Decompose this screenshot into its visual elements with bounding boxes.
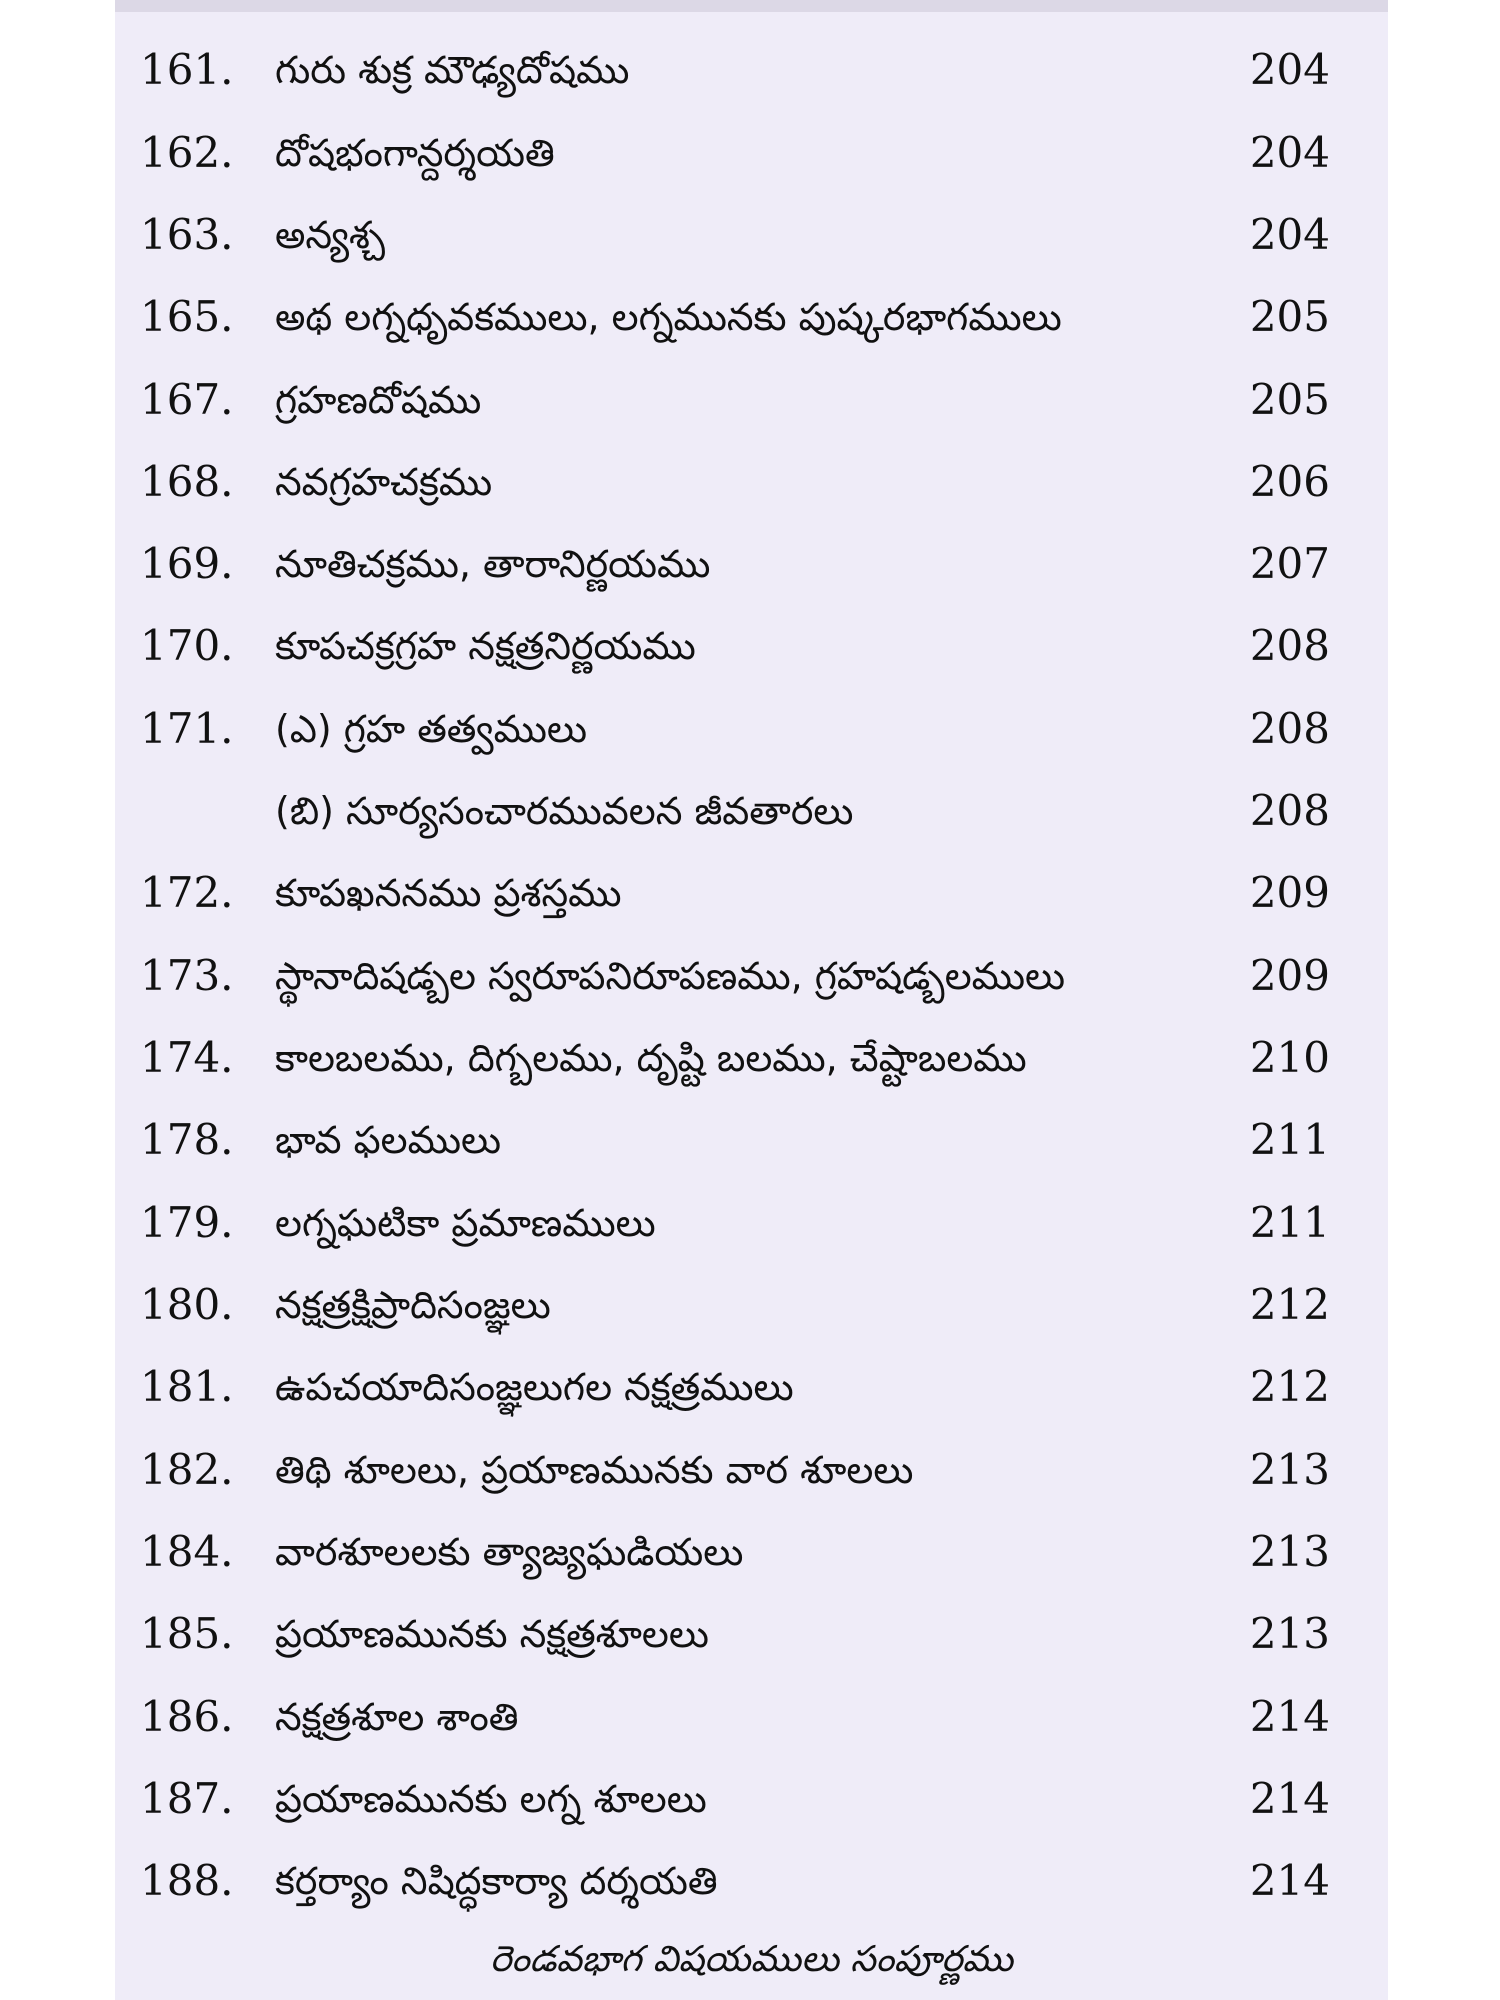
entry-page: 209 bbox=[1249, 868, 1330, 917]
entry-page: 205 bbox=[1249, 292, 1330, 341]
entry-title: నవగ్రహచక్రము bbox=[275, 460, 493, 504]
entry-page: 208 bbox=[1249, 786, 1330, 835]
contents-row bbox=[140, 1023, 1330, 1093]
entry-number: 185. bbox=[140, 1609, 234, 1658]
entry-page: 208 bbox=[1249, 621, 1330, 670]
entry-title: కాలబలము, దిగ్బలము, దృష్టి బలము, చేష్టాబలము bbox=[275, 1036, 1027, 1080]
contents-row bbox=[140, 529, 1330, 599]
entry-page: 209 bbox=[1249, 951, 1330, 1000]
entry-page: 212 bbox=[1249, 1280, 1330, 1329]
contents-row bbox=[140, 200, 1330, 270]
contents-row bbox=[140, 1270, 1330, 1340]
entry-title: దోషభంగాన్దర్శయతి bbox=[275, 131, 555, 175]
entry-title: కూపఖననము ప్రశస్తము bbox=[275, 871, 622, 915]
entry-number: 181. bbox=[140, 1362, 234, 1411]
entry-title: తిథి శూలలు, ప్రయాణమునకు వార శూలలు bbox=[275, 1448, 914, 1492]
contents-row bbox=[140, 776, 1330, 846]
entry-title: నక్షత్రశూల శాంతి bbox=[275, 1695, 519, 1739]
entry-page: 206 bbox=[1249, 457, 1330, 506]
left-margin bbox=[0, 0, 115, 2000]
entry-title: ప్రయాణమునకు లగ్న శూలలు bbox=[275, 1777, 707, 1821]
entry-title: నక్షత్రక్షిప్రాదిసంజ్ఞలు bbox=[275, 1283, 551, 1327]
entry-title: (ఎ) గ్రహ తత్వములు bbox=[275, 707, 588, 751]
entry-page: 214 bbox=[1249, 1774, 1330, 1823]
entry-page: 213 bbox=[1249, 1609, 1330, 1658]
right-margin bbox=[1388, 0, 1500, 2000]
entry-number: 161. bbox=[140, 45, 234, 94]
entry-title: వారశూలలకు త్యాజ్యఘడియలు bbox=[275, 1530, 744, 1574]
contents-row bbox=[140, 611, 1330, 681]
entry-number: 163. bbox=[140, 210, 234, 259]
entry-page: 213 bbox=[1249, 1527, 1330, 1576]
entry-page: 208 bbox=[1249, 704, 1330, 753]
entry-number: 167. bbox=[140, 375, 234, 424]
entry-number: 171. bbox=[140, 704, 234, 753]
entry-number: 182. bbox=[140, 1445, 234, 1494]
contents-row bbox=[140, 1188, 1330, 1258]
entry-number: 187. bbox=[140, 1774, 234, 1823]
entry-title: గురు శుక్ర మౌఢ్యదోషము bbox=[275, 48, 630, 92]
contents-row bbox=[140, 118, 1330, 188]
entry-title: స్థానాదిషడ్బల స్వరూపనిరూపణము, గ్రహషడ్బలములు bbox=[275, 954, 1066, 998]
entry-number: 173. bbox=[140, 951, 234, 1000]
entry-page: 214 bbox=[1249, 1692, 1330, 1741]
contents-row bbox=[140, 1846, 1330, 1916]
entry-number: 168. bbox=[140, 457, 234, 506]
entry-page: 213 bbox=[1249, 1445, 1330, 1494]
contents-row bbox=[140, 1105, 1330, 1175]
contents-row bbox=[140, 858, 1330, 928]
entry-page: 204 bbox=[1249, 210, 1330, 259]
contents-row bbox=[140, 447, 1330, 517]
contents-row bbox=[140, 1517, 1330, 1587]
entry-number: 186. bbox=[140, 1692, 234, 1741]
entry-number: 178. bbox=[140, 1115, 234, 1164]
entry-number: 165. bbox=[140, 292, 234, 341]
entry-title: అన్యశ్చ bbox=[275, 213, 386, 257]
entry-title: (బి) సూర్యసంచారమువలన జీవతారలు bbox=[275, 789, 854, 833]
entry-title: గ్రహణదోషము bbox=[275, 378, 482, 422]
contents-row bbox=[140, 1764, 1330, 1834]
entry-number: 174. bbox=[140, 1033, 234, 1082]
contents-row bbox=[140, 941, 1330, 1011]
top-edge-strip bbox=[115, 0, 1388, 12]
section-end-note: రెండవభాగ విషయములు సంపూర్ణము bbox=[490, 1939, 1013, 1980]
entry-page: 204 bbox=[1249, 128, 1330, 177]
entry-number: 179. bbox=[140, 1198, 234, 1247]
contents-row bbox=[140, 282, 1330, 352]
entry-number: 184. bbox=[140, 1527, 234, 1576]
entry-title: కర్తర్యాం నిషిద్ధకార్యా దర్శయతి bbox=[275, 1859, 718, 1903]
entry-number: 170. bbox=[140, 621, 234, 670]
entry-number: 180. bbox=[140, 1280, 234, 1329]
contents-row bbox=[140, 694, 1330, 764]
entry-page: 205 bbox=[1249, 375, 1330, 424]
entry-title: నూతిచక్రము, తారానిర్ణయము bbox=[275, 542, 711, 586]
entry-page: 207 bbox=[1249, 539, 1330, 588]
entry-title: కూపచక్రగ్రహ నక్షత్రనిర్ణయము bbox=[275, 624, 696, 668]
entry-title: లగ్నఘటికా ప్రమాణములు bbox=[275, 1201, 656, 1245]
contents-row bbox=[140, 35, 1330, 105]
entry-title: భావ ఫలములు bbox=[275, 1118, 502, 1162]
entry-title: ఉపచయాదిసంజ్ఞలుగల నక్షత్రములు bbox=[275, 1365, 794, 1409]
entry-page: 211 bbox=[1249, 1198, 1330, 1247]
contents-row bbox=[140, 1435, 1330, 1505]
entry-number: 172. bbox=[140, 868, 234, 917]
contents-row bbox=[140, 1352, 1330, 1422]
entry-number: 162. bbox=[140, 128, 234, 177]
entry-page: 211 bbox=[1249, 1115, 1330, 1164]
entry-title: ప్రయాణమునకు నక్షత్రశూలలు bbox=[275, 1612, 709, 1656]
entry-title: అథ లగ్నధృవకములు, లగ్నమునకు పుష్కరభాగములు bbox=[275, 295, 1062, 339]
entry-page: 214 bbox=[1249, 1856, 1330, 1905]
contents-row bbox=[140, 365, 1330, 435]
contents-row bbox=[140, 1682, 1330, 1752]
entry-page: 204 bbox=[1249, 45, 1330, 94]
entry-number: 169. bbox=[140, 539, 234, 588]
entry-page: 210 bbox=[1249, 1033, 1330, 1082]
entry-number: 188. bbox=[140, 1856, 234, 1905]
contents-row bbox=[140, 1599, 1330, 1669]
entry-page: 212 bbox=[1249, 1362, 1330, 1411]
